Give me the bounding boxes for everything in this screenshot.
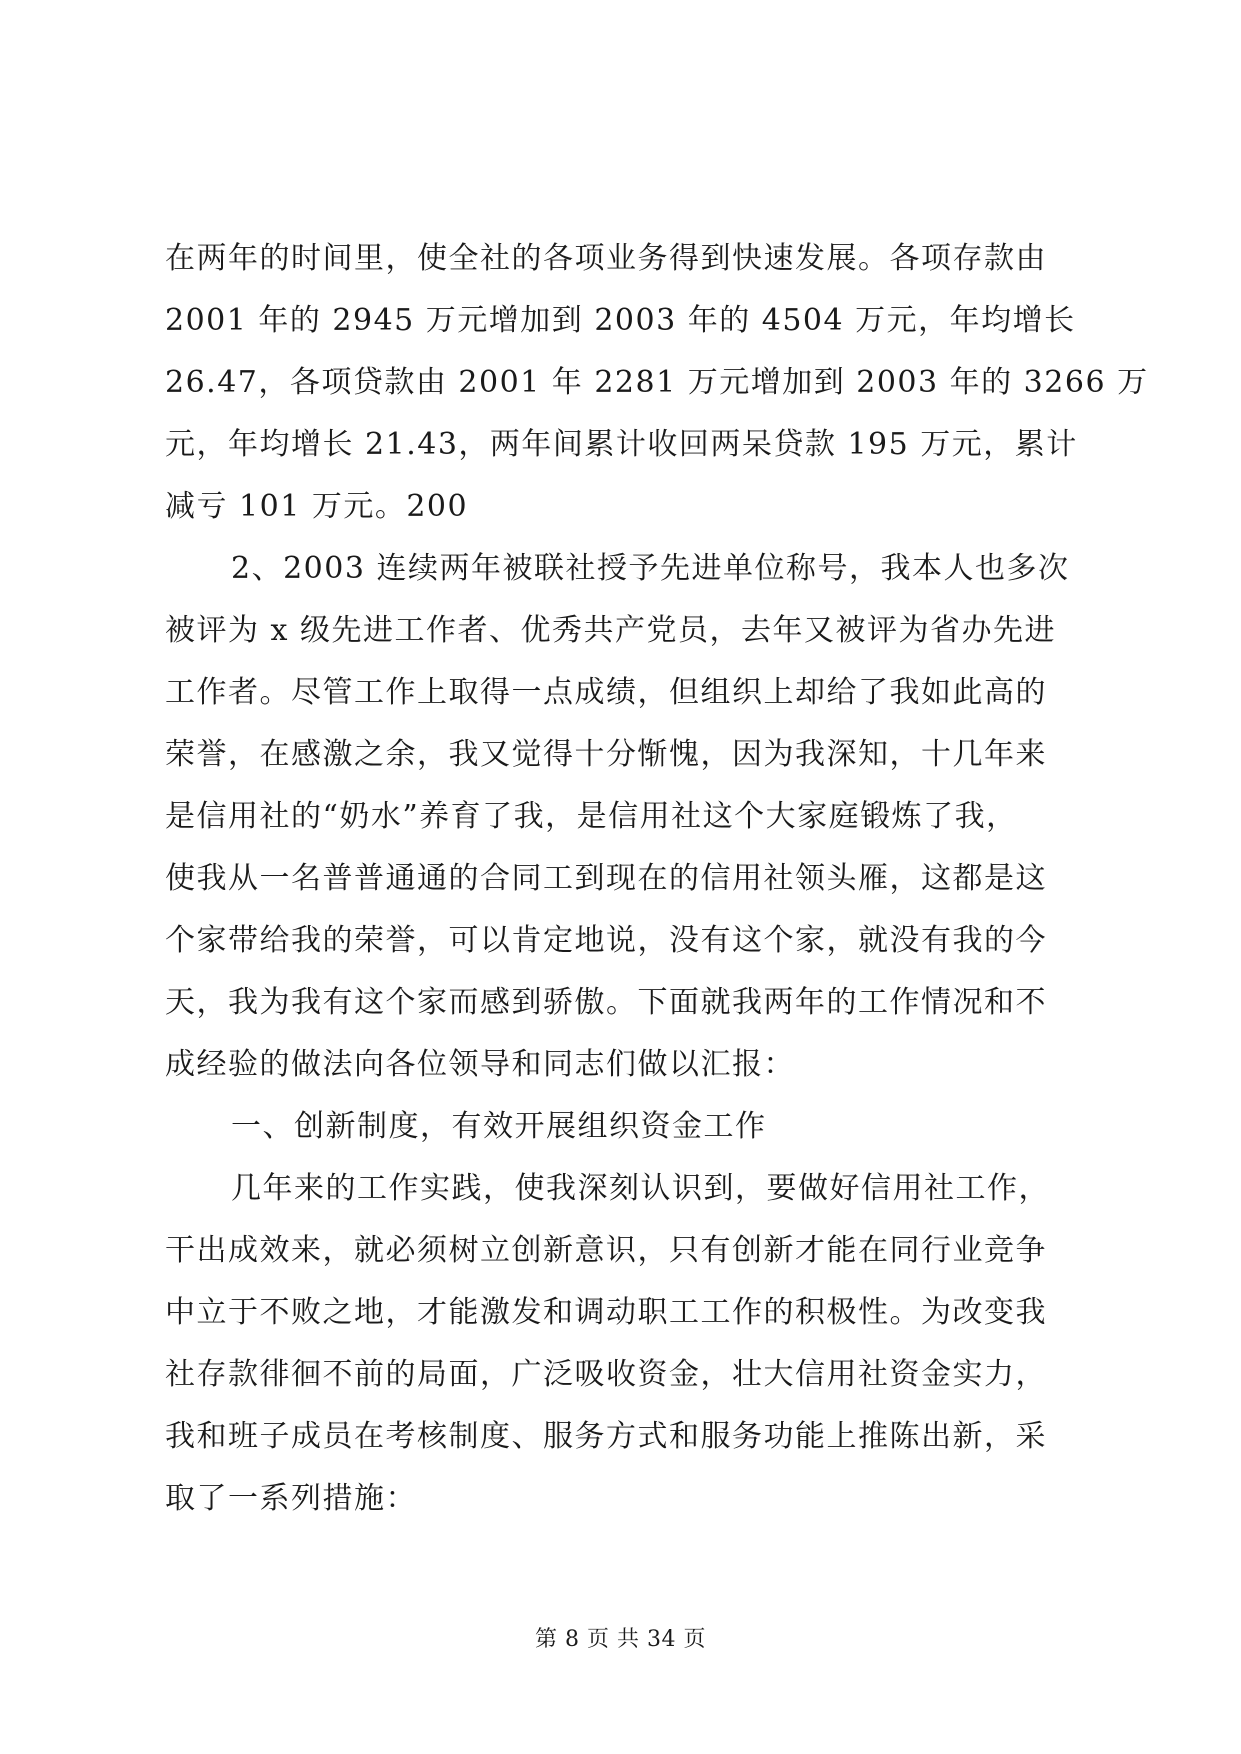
paragraph-line: 天，我为我有这个家而感到骄傲。下面就我两年的工作情况和不 <box>165 985 1047 1020</box>
paragraph-line: 在两年的时间里，使全社的各项业务得到快速发展。各项存款由 <box>165 241 1047 276</box>
paragraph-line: 2、2003 连续两年被联社授予先进单位称号，我本人也多次 <box>231 551 1070 586</box>
page-number-footer: 第 8 页 共 34 页 <box>535 1627 706 1652</box>
paragraph-line: 被评为 x 级先进工作者、优秀共产党员，去年又被评为省办先进 <box>165 613 1056 648</box>
section-heading: 一、创新制度，有效开展组织资金工作 <box>231 1109 767 1144</box>
paragraph-line: 工作者。尽管工作上取得一点成绩，但组织上却给了我如此高的 <box>165 675 1047 710</box>
paragraph-line: 26.47，各项贷款由 2001 年 2281 万元增加到 2003 年的 3266 万 <box>165 365 1149 400</box>
paragraph-line: 取了一系列措施： <box>165 1481 417 1516</box>
paragraph-line: 干出成效来，就必须树立创新意识，只有创新才能在同行业竞争 <box>165 1233 1047 1268</box>
paragraph-line: 元，年均增长 21.43，两年间累计收回两呆贷款 195 万元，累计 <box>165 427 1078 462</box>
document-body <box>165 228 1149 1530</box>
paragraph-line: 减亏 101 万元。200 <box>165 489 469 524</box>
paragraph-line: 社存款徘徊不前的局面，广泛吸收资金，壮大信用社资金实力， <box>165 1357 1047 1392</box>
paragraph-line: 2001 年的 2945 万元增加到 2003 年的 4504 万元，年均增长 <box>165 303 1076 338</box>
paragraph-line: 成经验的做法向各位领导和同志们做以汇报： <box>165 1047 795 1082</box>
paragraph-line: 我和班子成员在考核制度、服务方式和服务功能上推陈出新，采 <box>165 1419 1047 1454</box>
paragraph-line: 个家带给我的荣誉，可以肯定地说，没有这个家，就没有我的今 <box>165 923 1047 958</box>
paragraph-line: 荣誉，在感激之余，我又觉得十分惭愧，因为我深知，十几年来 <box>165 737 1047 772</box>
paragraph-line: 几年来的工作实践，使我深刻认识到，要做好信用社工作， <box>231 1171 1050 1206</box>
paragraph-line: 中立于不败之地，才能激发和调动职工工作的积极性。为改变我 <box>165 1295 1047 1330</box>
paragraph-line: 使我从一名普普通通的合同工到现在的信用社领头雁，这都是这 <box>165 861 1047 896</box>
paragraph-line: 是信用社的“奶水”养育了我，是信用社这个大家庭锻炼了我， <box>165 799 1018 834</box>
